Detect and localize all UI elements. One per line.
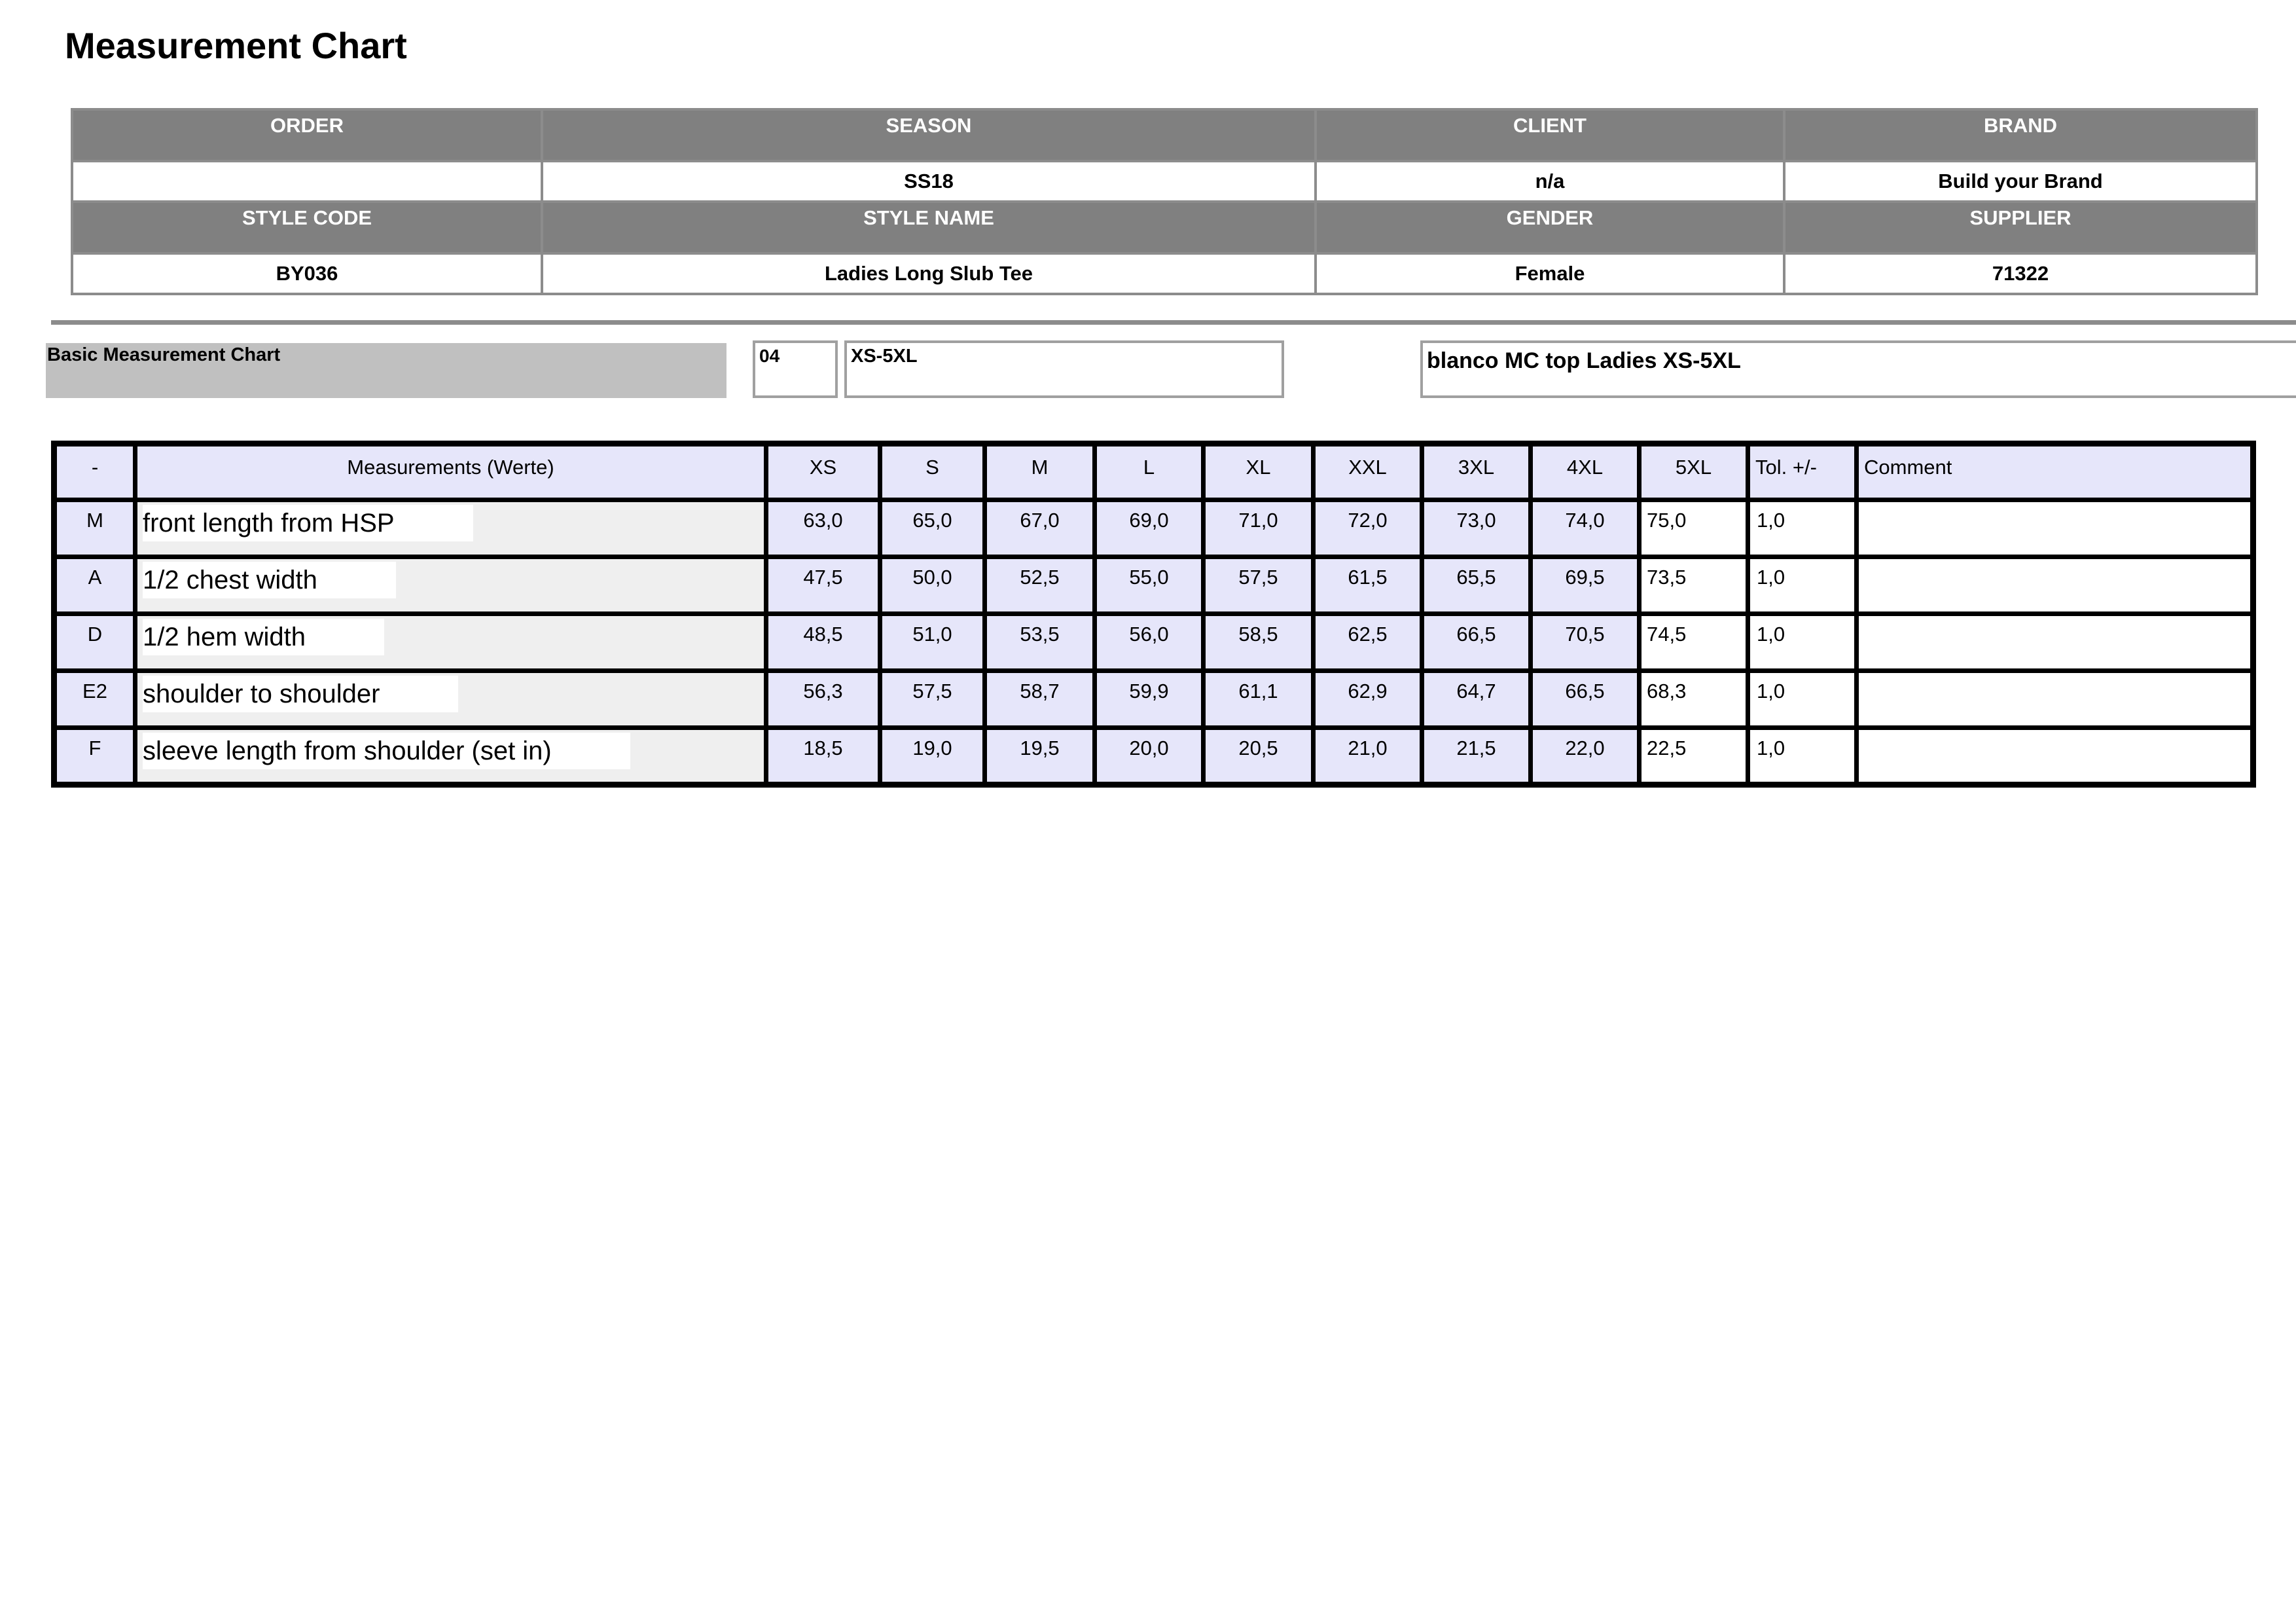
measurement-name-cell [135, 728, 766, 785]
client-value: n/a [1316, 161, 1784, 202]
size-3xl-header: 3XL [1422, 444, 1531, 500]
size-4xl-header: 4XL [1531, 444, 1640, 500]
size-value-cell: 22,0 [1531, 728, 1640, 785]
style-code-value: BY036 [72, 253, 542, 294]
size-value-cell: 61,5 [1314, 557, 1422, 614]
comment-cell [1857, 728, 2253, 785]
table-row [54, 614, 2253, 671]
measurement-header-row [54, 444, 2253, 500]
size-value-cell: 66,5 [1422, 614, 1531, 671]
measurement-name: 1/2 chest width [143, 562, 396, 598]
size-value-cell: 19,5 [985, 728, 1095, 785]
tolerance-value: 1,0 [1748, 671, 1857, 728]
size-value-cell: 74,0 [1531, 500, 1640, 557]
comment-cell [1857, 500, 2253, 557]
table-row [54, 500, 2253, 557]
size-value-cell: 58,7 [985, 671, 1095, 728]
size-value-cell: 52,5 [985, 557, 1095, 614]
info-header-row-1 [72, 109, 2257, 161]
size-value-cell: 57,5 [1204, 557, 1314, 614]
size-value-cell: 69,5 [1531, 557, 1640, 614]
brand-value: Build your Brand [1784, 161, 2257, 202]
size-value-cell: 68,3 [1640, 671, 1748, 728]
size-value-cell: 73,0 [1422, 500, 1531, 557]
size-value-cell: 64,7 [1422, 671, 1531, 728]
size-value-cell: 71,0 [1204, 500, 1314, 557]
size-value-cell: 48,5 [766, 614, 880, 671]
size-value-cell: 65,0 [880, 500, 985, 557]
table-row [54, 557, 2253, 614]
size-s-header: S [880, 444, 985, 500]
measurement-code: D [54, 614, 135, 671]
tolerance-value: 1,0 [1748, 557, 1857, 614]
size-value-cell: 58,5 [1204, 614, 1314, 671]
section-divider [51, 320, 2296, 325]
measurement-name-cell [135, 671, 766, 728]
measurement-name-cell [135, 614, 766, 671]
tolerance-value: 1,0 [1748, 500, 1857, 557]
size-value-cell: 19,0 [880, 728, 985, 785]
size-value-cell: 55,0 [1095, 557, 1204, 614]
size-range-field: XS-5XL [844, 340, 1284, 398]
measurement-name: sleeve length from shoulder (set in) [143, 733, 630, 769]
size-value-cell: 69,0 [1095, 500, 1204, 557]
size-value-cell: 57,5 [880, 671, 985, 728]
size-l-header: L [1095, 444, 1204, 500]
size-value-cell: 75,0 [1640, 500, 1748, 557]
size-value-cell: 50,0 [880, 557, 985, 614]
size-xxl-header: XXL [1314, 444, 1422, 500]
season-value: SS18 [542, 161, 1316, 202]
tolerance-value: 1,0 [1748, 614, 1857, 671]
size-value-cell: 72,0 [1314, 500, 1422, 557]
size-value-cell: 67,0 [985, 500, 1095, 557]
size-value-cell: 70,5 [1531, 614, 1640, 671]
size-value-cell: 21,5 [1422, 728, 1531, 785]
size-value-cell: 74,5 [1640, 614, 1748, 671]
chart-description-field: blanco MC top Ladies XS-5XL [1420, 340, 2296, 398]
measurement-name: front length from HSP [143, 505, 473, 541]
measurement-code: E2 [54, 671, 135, 728]
measurement-code: M [54, 500, 135, 557]
size-value-cell: 63,0 [766, 500, 880, 557]
size-value-cell: 56,0 [1095, 614, 1204, 671]
size-value-cell: 65,5 [1422, 557, 1531, 614]
chart-type-label: Basic Measurement Chart [46, 343, 726, 398]
client-label: CLIENT [1316, 109, 1784, 161]
order-label: ORDER [72, 109, 542, 161]
comment-cell [1857, 557, 2253, 614]
measurement-name-cell [135, 500, 766, 557]
size-5xl-header: 5XL [1640, 444, 1748, 500]
measurement-name-cell [135, 557, 766, 614]
size-m-header: M [985, 444, 1095, 500]
style-name-label: STYLE NAME [542, 202, 1316, 253]
tolerance-value: 1,0 [1748, 728, 1857, 785]
size-value-cell: 47,5 [766, 557, 880, 614]
gender-value: Female [1316, 253, 1784, 294]
size-xl-header: XL [1204, 444, 1314, 500]
table-row [54, 671, 2253, 728]
comment-header: Comment [1857, 444, 2253, 500]
size-value-cell: 20,5 [1204, 728, 1314, 785]
chart-code-field: 04 [753, 340, 838, 398]
supplier-value: 71322 [1784, 253, 2257, 294]
supplier-label: SUPPLIER [1784, 202, 2257, 253]
size-value-cell: 61,1 [1204, 671, 1314, 728]
size-value-cell: 18,5 [766, 728, 880, 785]
measurement-code: A [54, 557, 135, 614]
style-code-label: STYLE CODE [72, 202, 542, 253]
size-value-cell: 22,5 [1640, 728, 1748, 785]
size-value-cell: 62,5 [1314, 614, 1422, 671]
size-value-cell: 73,5 [1640, 557, 1748, 614]
page-title: Measurement Chart [65, 25, 407, 66]
measurement-name: shoulder to shoulder [143, 676, 458, 712]
size-value-cell: 53,5 [985, 614, 1095, 671]
measurement-name: 1/2 hem width [143, 619, 384, 655]
size-value-cell: 51,0 [880, 614, 985, 671]
size-value-cell: 59,9 [1095, 671, 1204, 728]
code-col-header: - [54, 444, 135, 500]
order-info-table [71, 108, 2258, 295]
comment-cell [1857, 614, 2253, 671]
gender-label: GENDER [1316, 202, 1784, 253]
brand-label: BRAND [1784, 109, 2257, 161]
size-value-cell: 20,0 [1095, 728, 1204, 785]
style-name-value: Ladies Long Slub Tee [542, 253, 1316, 294]
info-value-row-1 [72, 161, 2257, 202]
size-value-cell: 62,9 [1314, 671, 1422, 728]
order-value [72, 161, 542, 202]
info-header-row-2 [72, 202, 2257, 253]
measurement-table [51, 441, 2256, 788]
info-value-row-2 [72, 253, 2257, 294]
measurement-code: F [54, 728, 135, 785]
measurement-col-header: Measurements (Werte) [135, 444, 766, 500]
season-label: SEASON [542, 109, 1316, 161]
size-value-cell: 21,0 [1314, 728, 1422, 785]
comment-cell [1857, 671, 2253, 728]
table-row [54, 728, 2253, 785]
tolerance-header: Tol. +/- [1748, 444, 1857, 500]
size-value-cell: 66,5 [1531, 671, 1640, 728]
size-value-cell: 56,3 [766, 671, 880, 728]
size-xs-header: XS [766, 444, 880, 500]
